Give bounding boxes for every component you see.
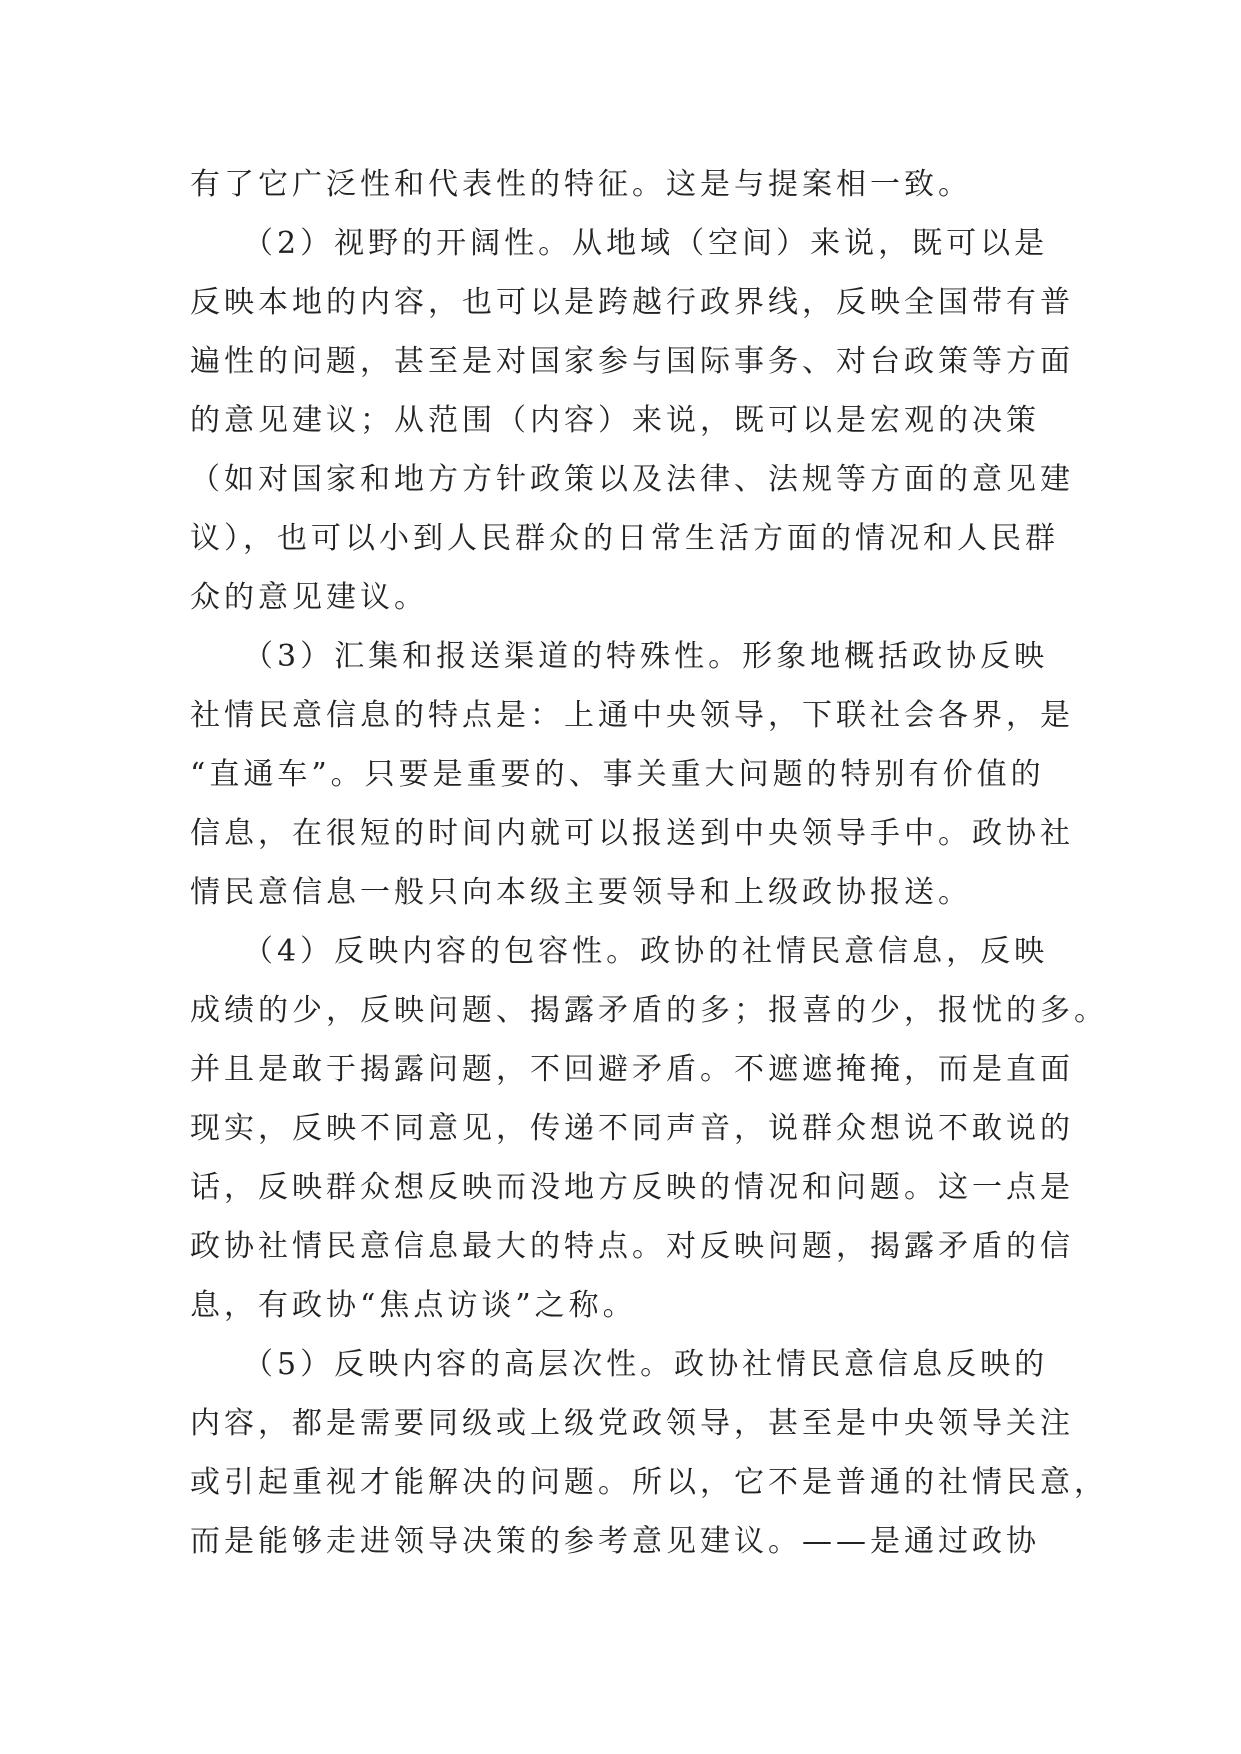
- text-line: 情民意信息一般只向本级主要领导和上级政协报送。: [190, 875, 972, 910]
- text-line: 现实，反映不同意见，传递不同声音，说群众想说不敢说的: [190, 1111, 1074, 1146]
- text-line: 政协社情民意信息最大的特点。对反映问题，揭露矛盾的信: [190, 1229, 1074, 1264]
- text-line: 遍性的问题，甚至是对国家参与国际事务、对台政策等方面: [190, 344, 1074, 379]
- text-line: 而是能够走进领导决策的参考意见建议。——是通过政协: [190, 1524, 1040, 1559]
- text-line: 的意见建议；从范围（内容）来说，既可以是宏观的决策: [190, 403, 1040, 438]
- text-line: 息，有政协“焦点访谈”之称。: [190, 1288, 637, 1323]
- text-line: 社情民意信息的特点是：上通中央领导，下联社会各界，是: [190, 698, 1074, 733]
- paragraph-4: [190, 922, 1108, 1335]
- text-line: “直通车”。只要是重要的、事关重大问题的特别有价值的: [190, 757, 1045, 792]
- body-text: [190, 155, 1108, 1571]
- paragraph-3: [190, 627, 1074, 922]
- paragraph-2: [190, 214, 1074, 627]
- text-line: （如对国家和地方方针政策以及法律、法规等方面的意见建: [190, 462, 1074, 497]
- text-line: 反映本地的内容，也可以是跨越行政界线，反映全国带有普: [190, 285, 1074, 320]
- text-line: （3）汇集和报送渠道的特殊性。形象地概括政协反映: [190, 639, 1049, 674]
- text-line: 内容，都是需要同级或上级党政领导，甚至是中央领导关注: [190, 1406, 1074, 1441]
- text-line: 并且是敢于揭露问题，不回避矛盾。不遮遮掩掩，而是直面: [190, 1052, 1074, 1087]
- text-line: 众的意见建议。: [190, 580, 428, 615]
- text-line: 话，反映群众想反映而没地方反映的情况和问题。这一点是: [190, 1170, 1074, 1205]
- text-line: （5）反映内容的高层次性。政协社情民意信息反映的: [190, 1347, 1049, 1382]
- text-line: 信息，在很短的时间内就可以报送到中央领导手中。政协社: [190, 816, 1074, 851]
- text-line: 议），也可以小到人民群众的日常生活方面的情况和人民群: [190, 521, 1059, 556]
- text-line: 或引起重视才能解决的问题。所以，它不是普通的社情民意，: [190, 1465, 1108, 1500]
- text-line: （4）反映内容的包容性。政协的社情民意信息，反映: [190, 934, 1049, 969]
- paragraph-5: [190, 1335, 1108, 1571]
- text-line: （2）视野的开阔性。从地域（空间）来说，既可以是: [190, 226, 1049, 261]
- text-line: 成绩的少，反映问题、揭露矛盾的多；报喜的少，报忧的多。: [190, 993, 1108, 1028]
- text-line: 有了它广泛性和代表性的特征。这是与提案相一致。: [190, 167, 972, 202]
- paragraph-1: [190, 155, 1050, 214]
